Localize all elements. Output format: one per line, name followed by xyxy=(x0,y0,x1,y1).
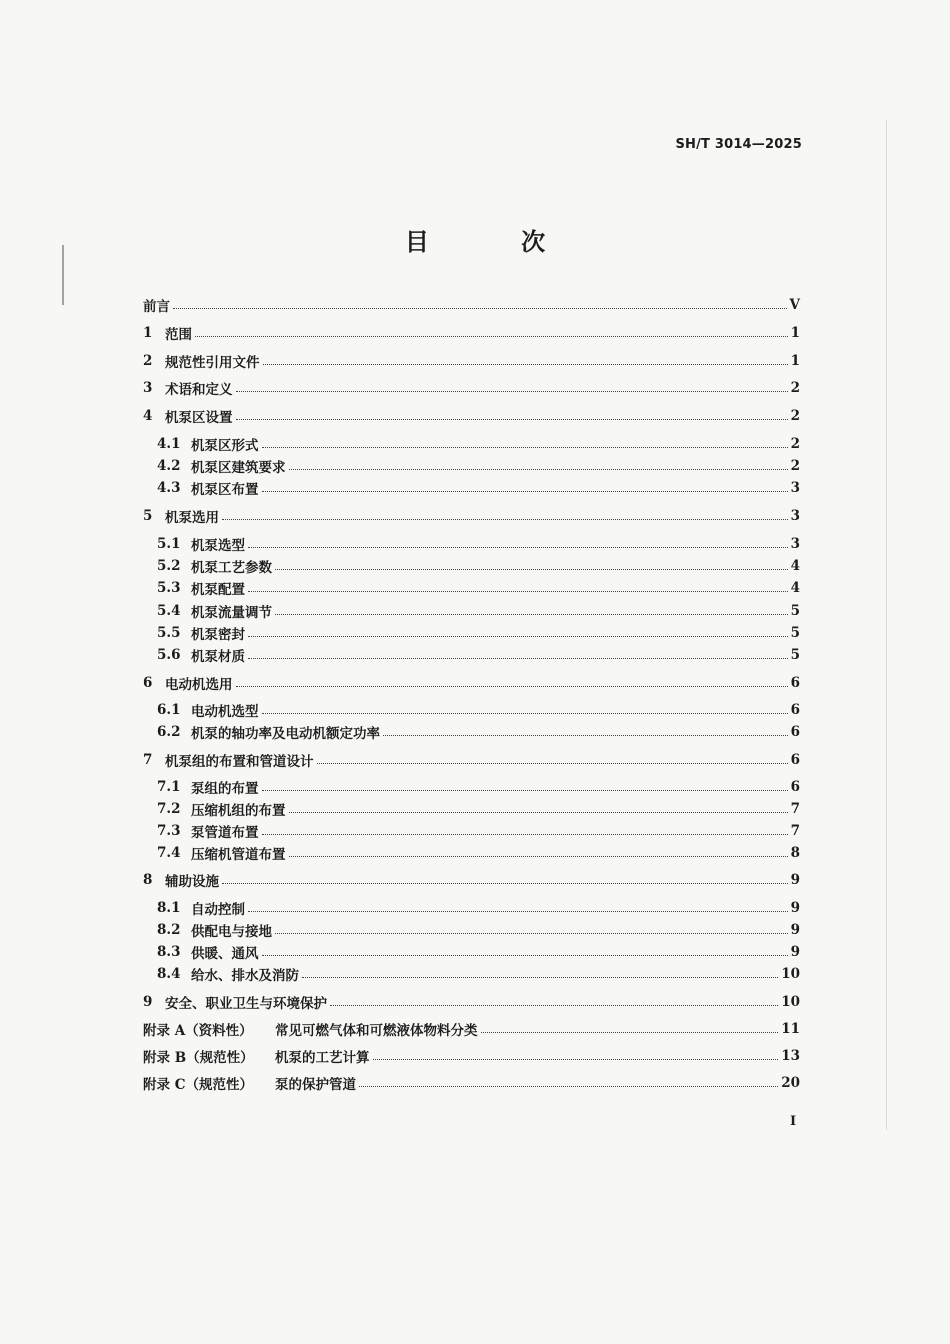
toc-entry-page: 4 xyxy=(790,558,800,574)
toc-entry-number: 9 xyxy=(143,994,153,1010)
toc-entry[interactable] xyxy=(157,721,800,743)
toc-entry-number: 5.2 xyxy=(157,558,181,574)
toc-entry-number: 4.1 xyxy=(157,436,181,452)
toc-entry-page: 2 xyxy=(790,436,800,452)
toc-entry-page: 20 xyxy=(781,1075,800,1091)
toc-entry-page: 7 xyxy=(790,823,800,839)
dot-leader xyxy=(263,363,788,365)
toc-entry-number: 8.1 xyxy=(157,900,181,916)
toc-entry[interactable] xyxy=(157,897,800,919)
dot-leader xyxy=(302,976,778,978)
toc-entry-label: 压缩机管道布置 xyxy=(191,847,286,863)
toc-entry-page: 7 xyxy=(790,801,800,817)
toc-entry[interactable] xyxy=(157,600,800,622)
toc-entry-label: 压缩机组的布置 xyxy=(191,803,286,819)
toc-entry[interactable] xyxy=(143,991,800,1013)
toc-entry-number: 5.1 xyxy=(157,536,181,552)
toc-entry[interactable] xyxy=(157,577,800,599)
toc-entry-page: 13 xyxy=(781,1048,800,1064)
dot-leader xyxy=(275,932,788,934)
toc-entry-page: 9 xyxy=(790,872,800,888)
toc-entry[interactable] xyxy=(143,749,800,771)
toc-entry-label: 机泵的工艺计算 xyxy=(275,1050,370,1066)
toc-entry[interactable] xyxy=(157,477,800,499)
toc-entry[interactable] xyxy=(143,1045,800,1067)
toc-entry-label: 辅助设施 xyxy=(165,874,219,890)
toc-entry-page: 9 xyxy=(790,944,800,960)
toc-entry-number: 附录 C（规范性） xyxy=(143,1077,253,1093)
toc-entry[interactable] xyxy=(157,919,800,941)
toc-entry-label: 供暖、通风 xyxy=(191,946,259,962)
dot-leader xyxy=(236,418,788,420)
toc-entry-number: 8.3 xyxy=(157,944,181,960)
dot-leader xyxy=(262,833,788,835)
toc-entry-number: 7.1 xyxy=(157,779,181,795)
toc-entry-page: 2 xyxy=(790,408,800,424)
dot-leader xyxy=(262,789,788,791)
page-title: 目 次 xyxy=(404,228,588,256)
toc-entry-label: 范围 xyxy=(165,327,192,343)
toc-entry[interactable] xyxy=(157,798,800,820)
toc-entry-label: 规范性引用文件 xyxy=(165,355,260,371)
dot-leader xyxy=(481,1031,779,1033)
toc-entry-label: 机泵区设置 xyxy=(165,410,233,426)
toc-entry[interactable] xyxy=(157,699,800,721)
toc-entry-number: 7 xyxy=(143,752,153,768)
dot-leader xyxy=(383,734,788,736)
dot-leader xyxy=(330,1004,778,1006)
toc-entry-number: 附录 A（资料性） xyxy=(143,1023,253,1039)
dot-leader xyxy=(317,762,788,764)
dot-leader xyxy=(289,855,788,857)
toc-entry[interactable] xyxy=(157,455,800,477)
toc-entry[interactable] xyxy=(143,294,800,316)
toc-entry-page: 2 xyxy=(790,380,800,396)
toc-entry-page: 3 xyxy=(790,480,800,496)
toc-entry-number: 5.5 xyxy=(157,625,181,641)
toc-entry-label: 机泵区布置 xyxy=(191,482,259,498)
toc-entry[interactable] xyxy=(143,505,800,527)
toc-entry-page: 2 xyxy=(790,458,800,474)
toc-entry-label: 泵的保护管道 xyxy=(275,1077,356,1093)
toc-entry[interactable] xyxy=(143,1018,800,1040)
document-code: SH/T 3014—2025 xyxy=(675,137,802,152)
dot-leader xyxy=(289,811,788,813)
toc-entry-number: 7.2 xyxy=(157,801,181,817)
toc-entry[interactable] xyxy=(157,555,800,577)
dot-leader xyxy=(262,954,788,956)
dot-leader xyxy=(289,468,788,470)
scan-artifact-right xyxy=(886,120,887,1130)
toc-entry-page: 3 xyxy=(790,536,800,552)
toc-entry-label: 机泵配置 xyxy=(191,582,245,598)
toc-entry-number: 8.2 xyxy=(157,922,181,938)
toc-entry-page: 6 xyxy=(790,675,800,691)
dot-leader xyxy=(262,712,788,714)
toc-entry[interactable] xyxy=(143,322,800,344)
dot-leader xyxy=(195,335,788,337)
toc-entry-page: 4 xyxy=(790,580,800,596)
dot-leader xyxy=(236,390,788,392)
toc-entry-number: 附录 B（规范性） xyxy=(143,1050,254,1066)
toc-entry-number: 6.1 xyxy=(157,702,181,718)
dot-leader xyxy=(222,882,788,884)
dot-leader xyxy=(275,613,788,615)
toc-entry[interactable] xyxy=(157,963,800,985)
dot-leader xyxy=(262,490,788,492)
toc-entry-number: 8 xyxy=(143,872,153,888)
toc-entry-label: 泵管道布置 xyxy=(191,825,259,841)
toc-entry-page: 9 xyxy=(790,922,800,938)
toc-entry[interactable] xyxy=(143,869,800,891)
toc-entry-page: 11 xyxy=(781,1021,800,1037)
toc-entry-page: V xyxy=(789,297,800,313)
toc-entry-page: 10 xyxy=(781,994,800,1010)
toc-entry-page: 5 xyxy=(790,603,800,619)
toc-entry-label: 给水、排水及消防 xyxy=(191,968,299,984)
toc-entry-number: 7.4 xyxy=(157,845,181,861)
toc-entry-number: 7.3 xyxy=(157,823,181,839)
dot-leader xyxy=(275,568,788,570)
toc-entry-label: 机泵的轴功率及电动机额定功率 xyxy=(191,726,380,742)
dot-leader xyxy=(248,910,788,912)
toc-entry-label: 自动控制 xyxy=(191,902,245,918)
toc-entry[interactable] xyxy=(143,350,800,372)
toc-entry-label: 泵组的布置 xyxy=(191,781,259,797)
toc-entry-number: 5 xyxy=(143,508,153,524)
toc-entry-label: 机泵流量调节 xyxy=(191,605,272,621)
toc-entry-number: 5.3 xyxy=(157,580,181,596)
toc-entry-page: 6 xyxy=(790,702,800,718)
toc-entry-page: 10 xyxy=(781,966,800,982)
toc-entry[interactable] xyxy=(157,533,800,555)
toc-entry-label: 机泵区建筑要求 xyxy=(191,460,286,476)
toc-entry-number: 2 xyxy=(143,353,153,369)
toc-entry[interactable] xyxy=(157,622,800,644)
toc-entry-label: 机泵区形式 xyxy=(191,438,259,454)
toc-entry-number: 6 xyxy=(143,675,153,691)
toc-entry-number: 4 xyxy=(143,408,153,424)
toc-entry-number: 5.6 xyxy=(157,647,181,663)
toc-entry[interactable] xyxy=(143,1072,800,1094)
toc-entry-label: 机泵组的布置和管道设计 xyxy=(165,754,314,770)
dot-leader xyxy=(173,307,787,309)
toc-entry-page: 6 xyxy=(790,752,800,768)
toc-entry-page: 6 xyxy=(790,724,800,740)
toc-entry-label: 术语和定义 xyxy=(165,382,233,398)
dot-leader xyxy=(248,657,788,659)
toc-entry[interactable] xyxy=(157,776,800,798)
toc-entry-label: 机泵选用 xyxy=(165,510,219,526)
dot-leader xyxy=(222,518,788,520)
toc-entry-number: 4.2 xyxy=(157,458,181,474)
toc-entry-number: 5.4 xyxy=(157,603,181,619)
toc-entry[interactable] xyxy=(157,433,800,455)
toc-entry-label: 机泵密封 xyxy=(191,627,245,643)
dot-leader xyxy=(236,685,788,687)
toc-entry-page: 8 xyxy=(790,845,800,861)
toc-entry[interactable] xyxy=(157,941,800,963)
toc-entry[interactable] xyxy=(157,820,800,842)
toc-entry-label: 安全、职业卫生与环境保护 xyxy=(165,996,327,1012)
toc-entry-page: 1 xyxy=(790,325,800,341)
toc-entry-page: 5 xyxy=(790,625,800,641)
toc-entry-label: 电动机选型 xyxy=(191,704,259,720)
toc-entry-page: 5 xyxy=(790,647,800,663)
dot-leader xyxy=(262,446,788,448)
toc-entry[interactable] xyxy=(143,377,800,399)
toc-entry[interactable] xyxy=(143,672,800,694)
dot-leader xyxy=(248,635,788,637)
toc-entry[interactable] xyxy=(143,405,800,427)
toc-entry-number: 4.3 xyxy=(157,480,181,496)
toc-entry-label: 机泵工艺参数 xyxy=(191,560,272,576)
toc-entry-number: 1 xyxy=(143,325,153,341)
dot-leader xyxy=(248,590,788,592)
toc-entry-label: 前言 xyxy=(143,299,170,315)
toc-entry-label: 常见可燃气体和可燃液体物料分类 xyxy=(275,1023,478,1039)
page-number: I xyxy=(790,1114,797,1129)
toc-entry-page: 9 xyxy=(790,900,800,916)
toc-entry-number: 8.4 xyxy=(157,966,181,982)
toc-entry[interactable] xyxy=(157,842,800,864)
dot-leader xyxy=(359,1085,778,1087)
toc-entry-label: 机泵选型 xyxy=(191,538,245,554)
toc-entry-number: 6.2 xyxy=(157,724,181,740)
dot-leader xyxy=(248,546,788,548)
dot-leader xyxy=(373,1058,779,1060)
toc-entry-page: 6 xyxy=(790,779,800,795)
toc-entry[interactable] xyxy=(157,644,800,666)
toc-entry-page: 3 xyxy=(790,508,800,524)
toc-entry-page: 1 xyxy=(790,353,800,369)
toc-entry-label: 机泵材质 xyxy=(191,649,245,665)
toc-entry-number: 3 xyxy=(143,380,153,396)
toc-entry-label: 供配电与接地 xyxy=(191,924,272,940)
toc-entry-label: 电动机选用 xyxy=(165,677,233,693)
